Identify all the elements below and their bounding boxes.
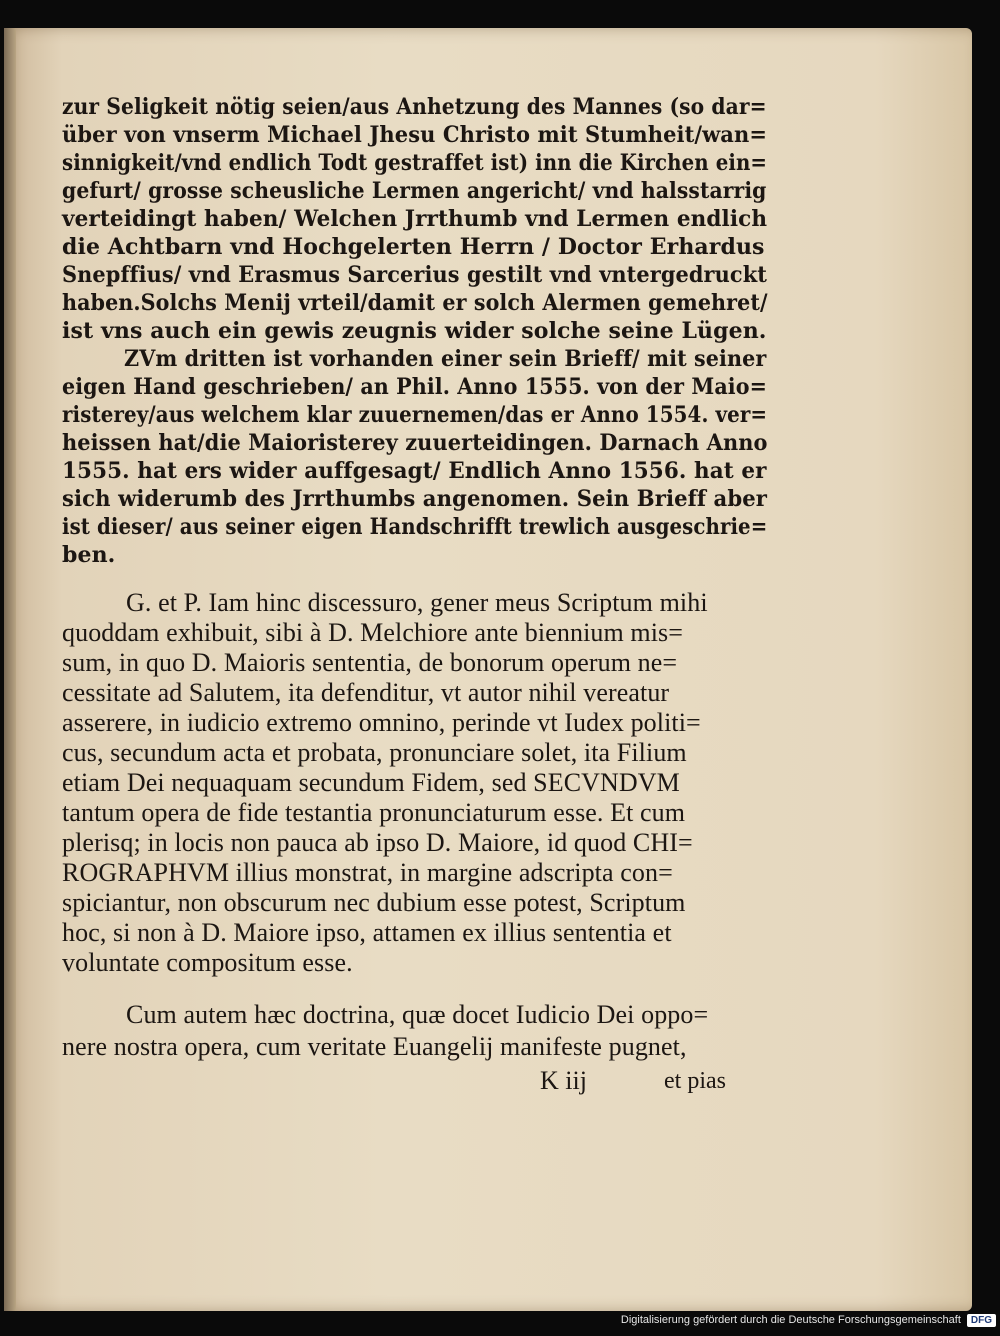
text-line: ist dieser/ aus seiner eigen Handschrifft trewlich ausgeschrie= xyxy=(62,514,768,540)
text-line: haben.Solchs Menij vrteil/damit er solch Alermen gemehret/ xyxy=(62,290,768,316)
text-line: hoc, si non à D. Maiore ipso, attamen ex illius sententia et xyxy=(62,918,672,947)
text-line: die Achtbarn vnd Hochgelerten Herrn / Doctor Erhardus xyxy=(62,234,765,260)
text-line: spiciantur, non obscurum nec dubium esse potest, Scriptum xyxy=(62,888,686,917)
text-line: ROGRAPHVM illius monstrat, in margine adscripta con= xyxy=(62,858,673,887)
dfg-logo-icon: DFG xyxy=(967,1314,996,1327)
catchword: et pias xyxy=(664,1068,726,1094)
text-line: quoddam exhibuit, sibi à D. Melchiore ante biennium mis= xyxy=(62,618,684,647)
funding-credit: Digitalisierung gefördert durch die Deutsche Forschungsgemeinschaft xyxy=(620,1314,961,1326)
book-page xyxy=(4,28,972,1311)
page-gutter xyxy=(4,28,16,1311)
text-line: risterey/aus welchem klar zuuernemen/das er Anno 1554. ver= xyxy=(62,402,768,428)
text-line: heissen hat/die Maioristerey zuuerteidingen. Darnach Anno xyxy=(62,430,768,456)
text-line: 1555. hat ers wider auffgesagt/ Endlich Anno 1556. hat er xyxy=(62,458,767,484)
text-line: etiam Dei nequaquam secundum Fidem, sed SECVNDVM xyxy=(62,768,680,797)
text-line: verteidingt haben/ Welchen Jrrthumb vnd Lermen endlich xyxy=(62,206,768,232)
text-line: sinnigkeit/vnd endlich Todt gestraffet ist) inn die Kirchen ein= xyxy=(62,150,768,176)
text-line: gefurt/ grosse scheusliche Lermen angericht/ vnd halsstarrig xyxy=(62,178,767,204)
text-line: ist vns auch ein gewis zeugnis wider solche seine Lügen. xyxy=(62,318,767,344)
text-line: ZVm dritten ist vorhanden einer sein Brieff/ mit seiner xyxy=(124,346,767,372)
text-line: cessitate ad Salutem, ita defenditur, vt autor nihil vereatur xyxy=(62,678,670,707)
text-line: zur Seligkeit nötig seien/aus Anhetzung des Mannes (so dar= xyxy=(62,94,767,120)
text-line: voluntate compositum esse. xyxy=(62,948,353,977)
text-line: G. et P. Iam hinc discessuro, gener meus Scriptum mihi xyxy=(126,588,708,617)
footer-bar xyxy=(621,1310,996,1330)
text-line: Cum autem hæc doctrina, quæ docet Iudicio Dei oppo= xyxy=(126,1000,709,1029)
text-line: eigen Hand geschrieben/ an Phil. Anno 1555. von der Maio= xyxy=(62,374,767,400)
text-line: ben. xyxy=(62,542,116,568)
text-line: über von vnserm Michael Jhesu Christo mit Stumheit/wan= xyxy=(62,122,768,148)
text-line: plerisq; in locis non pauca ab ipso D. Maiore, id quod CHI= xyxy=(62,828,693,857)
text-line: nere nostra opera, cum veritate Euangelij manifeste pugnet, xyxy=(62,1032,687,1061)
text-line: Snepffius/ vnd Erasmus Sarcerius gestilt vnd vntergedruckt xyxy=(62,262,767,288)
signature-mark: K iij xyxy=(540,1066,587,1095)
text-line: sum, in quo D. Maioris sententia, de bonorum operum ne= xyxy=(62,648,678,677)
text-line: cus, secundum acta et probata, pronunciare solet, ita Filium xyxy=(62,738,687,767)
text-line: sich widerumb des Jrrthumbs angenomen. Sein Brieff aber xyxy=(62,486,768,512)
text-line: tantum opera de fide testantia pronunciaturum esse. Et cum xyxy=(62,798,686,827)
text-line: asserere, in iudicio extremo omnino, perinde vt Iudex politi= xyxy=(62,708,701,737)
